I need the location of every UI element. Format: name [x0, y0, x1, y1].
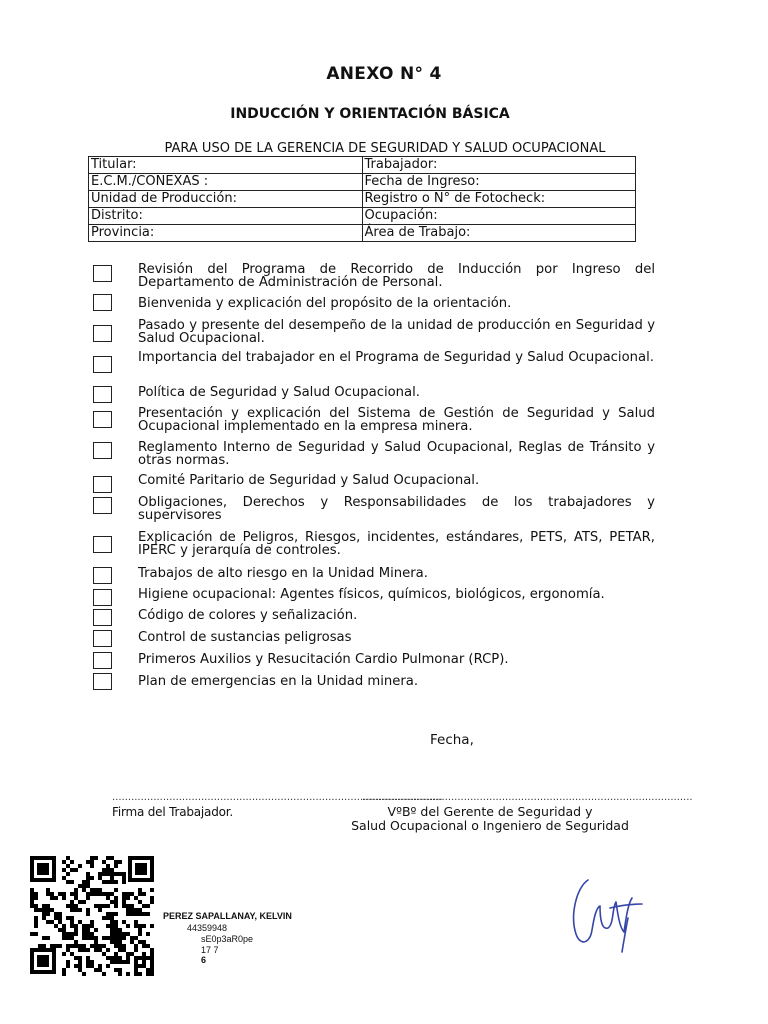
checkbox[interactable] — [93, 673, 112, 690]
manager-signature-label-line1: VºBº del Gerente de Seguridad y — [387, 804, 593, 819]
ocupacion-field: Ocupación: — [362, 208, 636, 225]
table-row — [89, 174, 636, 191]
unidad-produccion-field: Unidad de Producción: — [89, 191, 363, 208]
provincia-field: Provincia: — [89, 225, 363, 242]
document-title: ANEXO N° 4 — [326, 64, 442, 84]
checklist-item-text: Explicación de Peligros, Riesgos, incidentes, estándares, PETS, ATS, PETAR, IPERC y jerarquía de controles. — [138, 530, 655, 558]
document-subtitle: INDUCCIÓN Y ORIENTACIÓN BÁSICA — [230, 106, 510, 122]
checkbox[interactable] — [93, 536, 112, 553]
titular-field: Titular: — [89, 157, 363, 174]
checkbox[interactable] — [93, 442, 112, 459]
checkbox[interactable] — [93, 652, 112, 669]
fotocheck-field: Registro o N° de Fotocheck: — [362, 191, 636, 208]
checklist-item-text: Control de sustancias peligrosas — [138, 630, 352, 645]
checklist-item — [93, 495, 663, 525]
table-row — [89, 225, 636, 242]
table-row — [89, 157, 636, 174]
distrito-field: Distrito: — [89, 208, 363, 225]
checkbox[interactable] — [93, 386, 112, 403]
table-row — [89, 208, 636, 225]
worker-signature-line: ........................................................................................................ — [112, 792, 443, 803]
checkbox[interactable] — [93, 476, 112, 493]
checklist-item-text: Pasado y presente del desempeño de la unidad de producción en Seguridad y Salud Ocupacional. — [138, 318, 655, 346]
checkbox[interactable] — [93, 609, 112, 626]
area-trabajo-field: Área de Trabajo: — [362, 225, 636, 242]
checkbox[interactable] — [93, 630, 112, 647]
checklist-item-text: Trabajos de alto riesgo en la Unidad Minera. — [138, 566, 428, 581]
trabajador-field: Trabajador: — [362, 157, 636, 174]
stamp-code: sE0p3aR0pe — [201, 934, 254, 944]
checkbox[interactable] — [93, 589, 112, 606]
checklist-item-text: Código de colores y señalización. — [138, 608, 358, 623]
ecm-conexas-field: E.C.M./CONEXAS : — [89, 174, 363, 191]
checklist-item-text: Bienvenida y explicación del propósito de la orientación. — [138, 296, 512, 311]
stamp-id: 44359948 — [187, 923, 228, 933]
stamp-number: 6 — [201, 955, 207, 965]
manager-signature-label-line2: Salud Ocupacional o Ingeniero de Seguridad — [351, 818, 629, 833]
stamp-number: 17 7 — [201, 945, 219, 955]
manager-signature-label — [338, 805, 642, 833]
qr-code — [26, 854, 158, 976]
checkbox[interactable] — [93, 265, 112, 282]
checkbox[interactable] — [93, 497, 112, 514]
checklist-item-text: Política de Seguridad y Salud Ocupacional. — [138, 385, 420, 400]
checklist-item-text: Higiene ocupacional: Agentes físicos, químicos, biológicos, ergonomía. — [138, 587, 605, 602]
checklist-item-text: Obligaciones, Derechos y Responsabilidades de los trabajadores y supervisores — [138, 495, 655, 523]
checklist-item — [93, 262, 663, 295]
checklist-item-text: Reglamento Interno de Seguridad y Salud Ocupacional, Reglas de Tránsito y otras normas. — [138, 440, 655, 468]
checklist-item — [93, 408, 663, 438]
usage-note: PARA USO DE LA GERENCIA DE SEGURIDAD Y SALUD OCUPACIONAL — [164, 141, 606, 156]
checklist-item — [93, 440, 663, 470]
checklist-item-text: Importancia del trabajador en el Programa de Seguridad y Salud Ocupacional. — [138, 350, 654, 365]
checkbox[interactable] — [93, 294, 112, 311]
checklist-item — [93, 673, 663, 703]
info-table — [88, 156, 636, 242]
fecha-ingreso-field: Fecha de Ingreso: — [362, 174, 636, 191]
checkbox[interactable] — [93, 567, 112, 584]
manager-signature-line: ........................................................................................................ — [362, 792, 693, 803]
checkbox[interactable] — [93, 411, 112, 428]
checkbox[interactable] — [93, 325, 112, 342]
worker-signature-label: Firma del Trabajador. — [112, 805, 234, 819]
checklist-item — [93, 318, 663, 351]
fecha-label: Fecha, — [430, 732, 474, 748]
checklist-item-text: Presentación y explicación del Sistema de Gestión de Seguridad y Salud Ocupacional implementado en la empresa minera. — [138, 406, 655, 434]
stamp-name: PEREZ SAPALLANAY, KELVIN — [163, 911, 292, 921]
checkbox[interactable] — [93, 356, 112, 373]
checklist-item-text: Comité Paritario de Seguridad y Salud Ocupacional. — [138, 473, 480, 488]
checklist-item-text: Primeros Auxilios y Resucitación Cardio Pulmonar (RCP). — [138, 652, 509, 667]
checklist-item-text: Revisión del Programa de Recorrido de Inducción por Ingreso del Departamento de Administración de Personal. — [138, 262, 655, 290]
checklist-item — [93, 532, 663, 562]
handwritten-signature — [566, 868, 646, 958]
checklist-item — [93, 350, 663, 383]
table-row — [89, 191, 636, 208]
checklist-item-text: Plan de emergencias en la Unidad minera. — [138, 674, 419, 689]
